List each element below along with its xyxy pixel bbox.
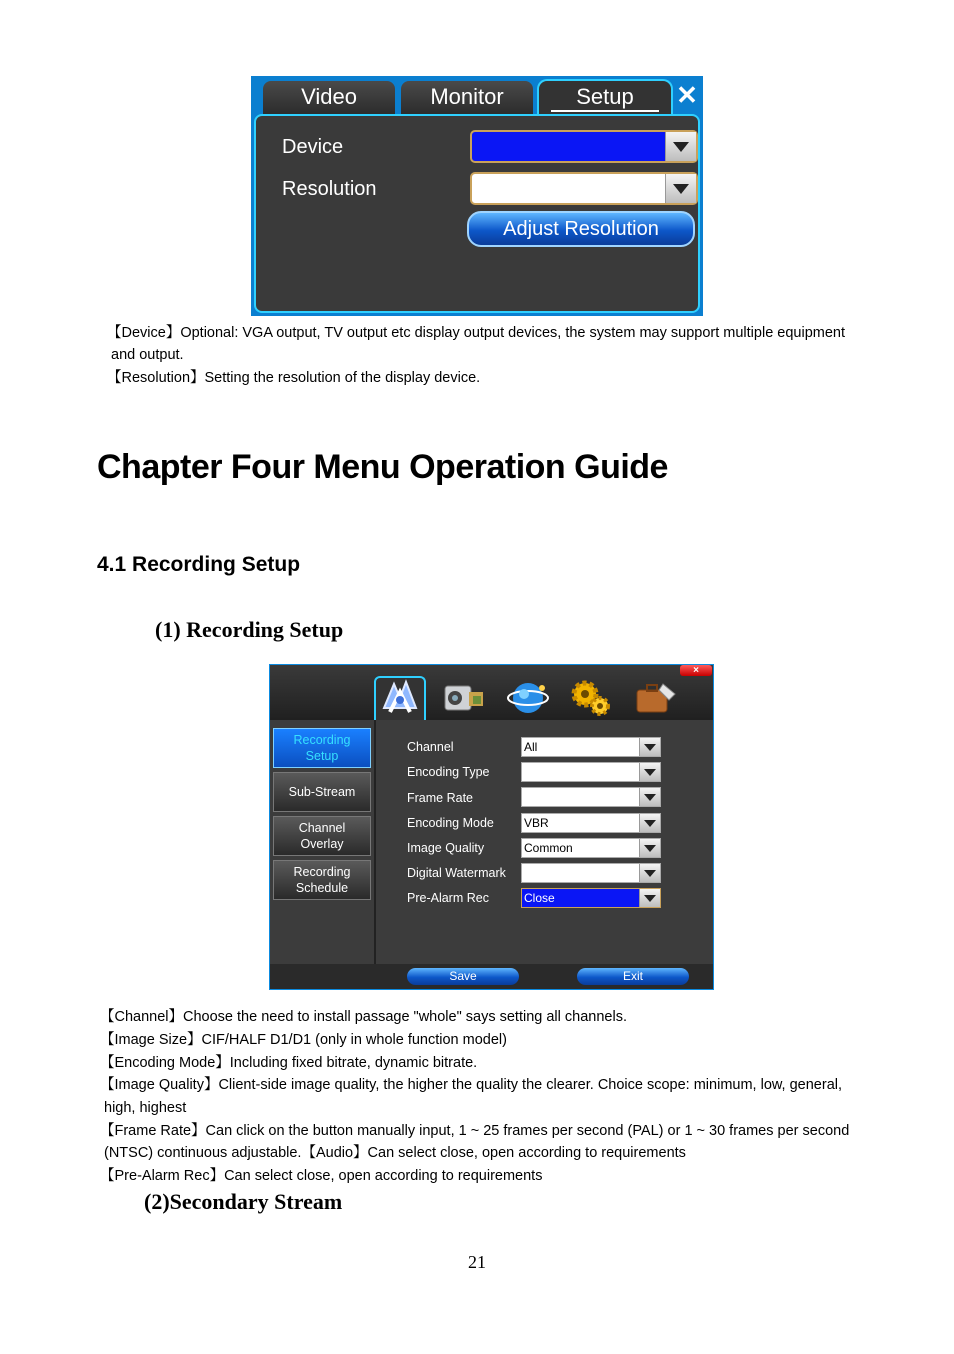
display-setup-panel [251,76,703,316]
sidebar-item-label: Setup [305,749,339,763]
image-quality-value: Common [524,841,573,855]
device-description-cont: and output. [111,347,184,363]
image-quality-label: Image Quality [407,841,485,855]
frame-rate-label: Frame Rate [407,791,473,805]
channel-select[interactable] [521,737,661,757]
chevron-down-icon[interactable] [639,738,660,756]
tools-briefcase-icon[interactable] [631,676,683,720]
active-tab-underline [551,110,659,112]
record-settings-icon[interactable] [374,676,426,720]
encoding-mode-description: 【Encoding Mode】Including fixed bitrate, dynamic bitrate. [100,1055,478,1071]
sidebar-item-label: Overlay [300,837,344,851]
section-title: 4.1 Recording Setup [97,553,301,576]
sidebar-item-label: Schedule [295,881,349,895]
pre-alarm-rec-select[interactable] [521,888,661,908]
recording-sidebar [270,720,376,964]
encoding-mode-select[interactable] [521,813,661,833]
recording-setup-panel [269,664,714,990]
resolution-label: Resolution [282,178,377,200]
frame-rate-description: 【Frame Rate】Can click on the button manually input, 1 ~ 25 frames per second (PAL) or 1 ~ 30 frames per second [100,1123,850,1139]
sidebar-item-label: Channel [298,821,346,835]
sidebar-item-recording-setup[interactable] [273,728,371,768]
chevron-down-icon[interactable] [665,132,696,161]
digital-watermark-label: Digital Watermark [407,866,506,880]
resolution-description: 【Resolution】Setting the resolution of the display device. [107,370,481,386]
close-icon[interactable]: × [680,665,712,676]
pre-alarm-description: 【Pre-Alarm Rec】Can select close, open according to requirements [100,1168,543,1184]
save-button[interactable]: Save [407,968,519,985]
tab-monitor[interactable]: Monitor [399,79,535,114]
tab-setup-label: Setup [576,84,634,109]
tab-bar [251,76,703,114]
channel-value: All [524,740,538,754]
sidebar-item-recording-schedule[interactable] [273,860,371,900]
sidebar-item-sub-stream[interactable] [273,772,371,812]
exit-button[interactable]: Exit [577,968,689,985]
chevron-down-icon[interactable] [665,174,696,203]
camera-icon[interactable] [439,676,491,720]
chapter-title: Chapter Four Menu Operation Guide [97,448,668,486]
pre-alarm-rec-label: Pre-Alarm Rec [407,891,489,905]
image-quality-select[interactable] [521,838,661,858]
subsection-title: (1) Recording Setup [155,617,344,642]
sidebar-item-label: Recording [293,733,351,747]
sidebar-item-channel-overlay[interactable] [273,816,371,856]
encoding-mode-value: VBR [524,816,549,830]
chevron-down-icon[interactable] [639,788,660,806]
frame-rate-description-cont: (NTSC) continuous adjustable.【Audio】Can select close, open according to requirements [104,1145,686,1161]
chevron-down-icon[interactable] [639,864,660,882]
system-gears-icon[interactable] [567,676,619,720]
chevron-down-icon[interactable] [639,889,660,907]
device-select[interactable] [470,130,698,163]
network-globe-icon[interactable] [504,676,556,720]
sidebar-item-label: Recording [293,865,351,879]
encoding-mode-label: Encoding Mode [407,816,494,830]
channel-label: Channel [407,740,454,754]
frame-rate-select[interactable] [521,787,661,807]
encoding-type-label: Encoding Type [407,765,490,779]
chevron-down-icon[interactable] [639,839,660,857]
recording-footer [270,964,713,989]
adjust-resolution-button[interactable]: Adjust Resolution [467,211,695,247]
tab-video[interactable]: Video [261,79,397,114]
page-number: 21 [468,1252,486,1272]
image-size-description: 【Image Size】CIF/HALF D1/D1 (only in whole function model) [100,1032,507,1048]
channel-description: 【Channel】Choose the need to install passage "whole" says setting all channels. [100,1009,627,1025]
sidebar-item-label: Sub-Stream [288,785,356,799]
resolution-select[interactable] [470,172,698,205]
image-quality-description-cont: high, highest [104,1100,187,1116]
pre-alarm-rec-value: Close [524,891,555,905]
device-label: Device [282,136,344,158]
encoding-type-select[interactable] [521,762,661,782]
chevron-down-icon[interactable] [639,814,660,832]
image-quality-description: 【Image Quality】Client-side image quality, the higher the quality the clearer. Choice scope: minimum, low, general, [100,1077,843,1093]
device-description: 【Device】Optional: VGA output, TV output etc display output devices, the system may support multiple equipment [107,325,845,341]
close-icon[interactable]: ✕ [676,80,698,110]
chevron-down-icon[interactable] [639,763,660,781]
display-setup-body [254,114,700,313]
tab-setup[interactable] [537,79,673,114]
subsection-title-secondary-stream: (2)Secondary Stream [144,1189,343,1214]
digital-watermark-select[interactable] [521,863,661,883]
